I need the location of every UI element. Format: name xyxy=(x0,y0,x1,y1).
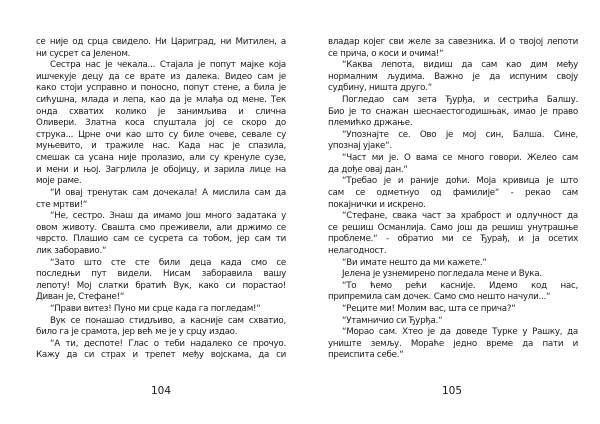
text-line: племићко држање. xyxy=(328,118,413,129)
text-line: “Утамничио си Ђурђа.“ xyxy=(342,315,443,326)
right-page-body xyxy=(328,37,578,362)
text-line: нелагодност. xyxy=(328,245,387,256)
text-line: униште земљу. Мораће једно време да пати и xyxy=(328,338,578,349)
text-line: смешак са усана није пролазио, али су кренуле сузе, xyxy=(36,153,286,164)
text-line: се решиш Османлија. Само још да решиш унутрашње xyxy=(328,222,578,233)
text-line: Сестра нас је чекала... Стајала је попут мајке која xyxy=(50,60,286,71)
text-line: Кажу да си страх и трепет међу војскама, да си xyxy=(36,350,286,361)
text-line: “И овај тренутак сам дочекала! А мислила сам да xyxy=(50,187,286,198)
text-line: се прича, о коси и очима!“ xyxy=(328,48,444,59)
text-line: нормалним људима. Важно је да испуним своју xyxy=(328,71,578,82)
text-line: упознај ујаке“. xyxy=(328,141,392,152)
text-line: проблеме.“ - обратио ми се Ђурађ, и ја осетих xyxy=(328,234,578,245)
right-page-number: 105 xyxy=(441,385,463,397)
text-line: Погледао сам зета Ђурђа, и сестрића Балшу. xyxy=(342,95,578,106)
text-line: и мени и њој. Загрлила је обојицу, и зарила лице на xyxy=(36,164,286,175)
text-line: сам се одметнуо од фамилије“ - рекао сам xyxy=(328,187,578,198)
text-line: ни сусрет са Јеленом. xyxy=(36,48,131,59)
text-line: Био је то снажан шеснаестогодишњак, имао је право xyxy=(328,106,578,117)
text-line: ишчекује децу да се врате из далека. Видео сам је xyxy=(36,71,286,82)
text-line: чврсто. Плашио сам се сусрета са тобом, јер сам ти xyxy=(36,234,286,245)
text-line: Вук се понашао стидљиво, а касније сам схватио, xyxy=(50,315,286,326)
text-line: лепоту! Мој слатки братић Вук, како си порастао! xyxy=(36,280,286,291)
text-line: “Зато што сте сте били деца када смо се xyxy=(50,257,286,268)
text-line: лик заборавио.“ xyxy=(36,245,107,256)
text-line: муњевито, и тражиле нас. Када нас је спазила, xyxy=(36,141,286,152)
text-line: да дође овај дан.“ xyxy=(328,164,408,175)
text-line: како стоји усправно и поносно, попут стене, а била је xyxy=(36,83,286,94)
text-line: овом животу. Свашта смо преживели, али држимо се xyxy=(36,222,286,233)
text-line: судбину, ништа друго.“ xyxy=(328,83,432,94)
text-line: владар којег сви желе за савезника. И о твојој лепоти xyxy=(328,37,578,47)
text-line: се није од срца свидело. Ни Цариград, ни Митилен, а xyxy=(36,37,286,47)
text-line: “Не, сестро. Знаш да имамо још много задатака у xyxy=(50,211,286,222)
text-line: “Каква лепота, видиш да сам као дим међу xyxy=(342,60,578,71)
text-line: “Прави витез! Пуно ми срце када га погледам!“ xyxy=(50,304,261,315)
text-line: припремила сам дочек. Само смо нешто начули...“ xyxy=(328,292,551,303)
left-page-body xyxy=(36,37,286,362)
text-line: струка... Црне очи као што су биле очеве, севале су xyxy=(36,129,286,140)
text-line: последњи пут видели. Нисам заборавила вашу xyxy=(36,269,286,280)
right-page xyxy=(300,0,600,424)
text-line: онда схватих колико је занимљива и слична xyxy=(36,106,286,117)
text-line: “Требао је и раније доћи. Моја кривица је што xyxy=(342,176,578,187)
text-line: Оливери. Златна коса спуштала јој се скоро до xyxy=(36,118,286,129)
text-line: “Стефане, свака част за храброст и одлучност да xyxy=(342,211,578,222)
text-line: моје раме. xyxy=(36,176,82,187)
text-line: сте мртви!“ xyxy=(36,199,88,210)
text-line: сићушна, млада и лепа, као да је млађа од мене. Тек xyxy=(36,95,286,106)
text-line: “Част ми је. О вама се много говори. Желео сам xyxy=(342,153,578,164)
text-line: било га је срамота, јер већ ме је у срцу издао. xyxy=(36,327,238,338)
text-line: покајнички и искрено. xyxy=(328,199,426,210)
text-line: преиспита себе.“ xyxy=(328,350,404,361)
text-line: “Ви имате нешто да ми кажете.“ xyxy=(342,257,487,268)
text-line: “То ћемо рећи касније. Идемо код нас, xyxy=(342,280,578,291)
text-line: Диван је, Стефане!“ xyxy=(36,292,125,303)
left-page-number: 104 xyxy=(150,385,172,397)
text-line: “А ти, деспоте! Глас о теби надалеко се прочуо. xyxy=(50,338,286,349)
text-line: Јелена је узнемирено погледала мене и Вука. xyxy=(342,269,542,280)
text-line: “Реците ми! Молим вас, шта се прича?“ xyxy=(342,304,516,315)
text-line: “Морао сам. Хтео је да доведе Турке у Рашку, да xyxy=(342,327,578,338)
text-line: “Упознајте се. Ово је мој син, Балша. Сине, xyxy=(342,129,578,140)
